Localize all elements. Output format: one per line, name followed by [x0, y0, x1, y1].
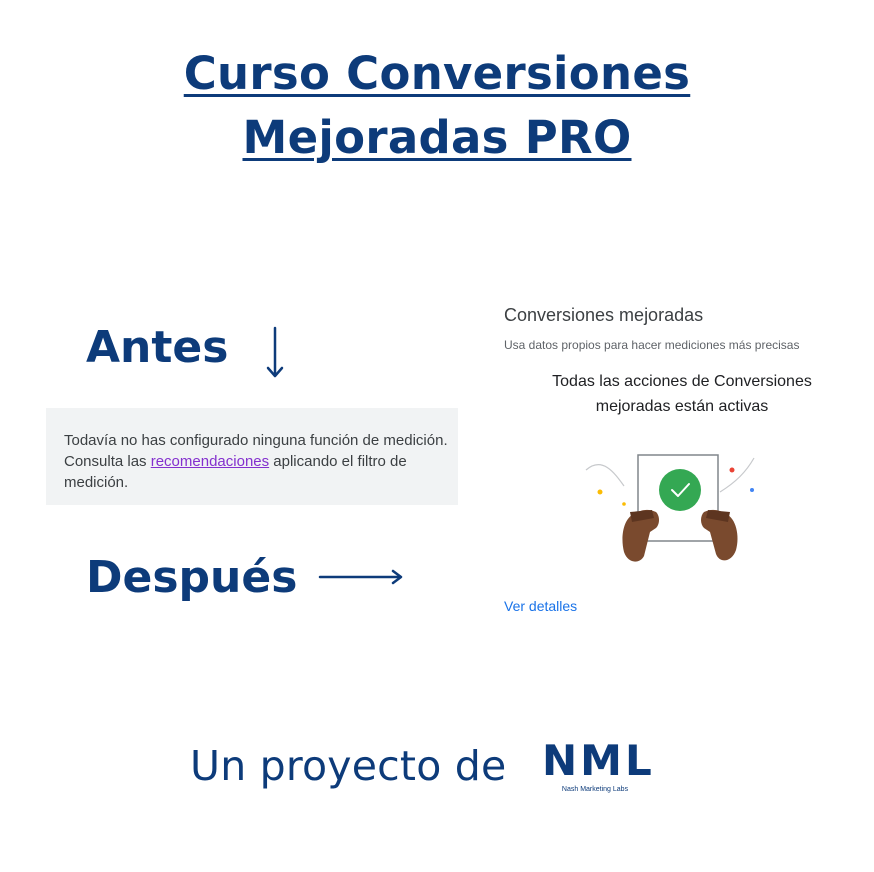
enhanced-conversions-card	[496, 296, 836, 626]
confetti-dot	[598, 490, 603, 495]
before-message-start: Todavía no has configurado ninguna función de medición. Consulta las	[64, 432, 448, 470]
footer-text: Un proyecto de	[190, 742, 507, 790]
status-line-2: mejoradas están activas	[595, 398, 769, 415]
nml-logo	[542, 736, 655, 793]
page-title	[0, 42, 874, 170]
card-title: Conversiones mejoradas	[504, 305, 704, 325]
title-line-1: Curso Conversiones	[183, 47, 691, 100]
confetti-dot	[622, 502, 626, 506]
before-message-end: aplicando el filtro de medición.	[64, 453, 407, 491]
title-line-2: Mejoradas PRO	[242, 111, 632, 164]
status-line-1: Todas las acciones de Conversiones	[552, 373, 812, 390]
status-message	[496, 369, 868, 419]
logo-subtitle: Nash Marketing Labs	[561, 786, 629, 793]
hands-holding-checkmark-illustration	[580, 452, 760, 570]
card-subtitle: Usa datos propios para hacer mediciones más precisas	[504, 338, 800, 352]
check-circle-icon	[659, 469, 701, 511]
confetti-dot	[750, 488, 754, 492]
before-label: Antes	[86, 322, 229, 373]
logo-mark: NML	[542, 736, 655, 785]
arrow-down-icon	[264, 326, 286, 380]
arrow-right-icon	[318, 567, 404, 587]
before-notice-text	[64, 430, 449, 493]
recommendations-link[interactable]: recomendaciones	[150, 453, 270, 470]
after-label: Después	[86, 552, 298, 603]
view-details-link[interactable]: Ver detalles	[504, 598, 578, 614]
before-notice-card	[46, 408, 458, 505]
confetti-dot	[730, 468, 735, 473]
